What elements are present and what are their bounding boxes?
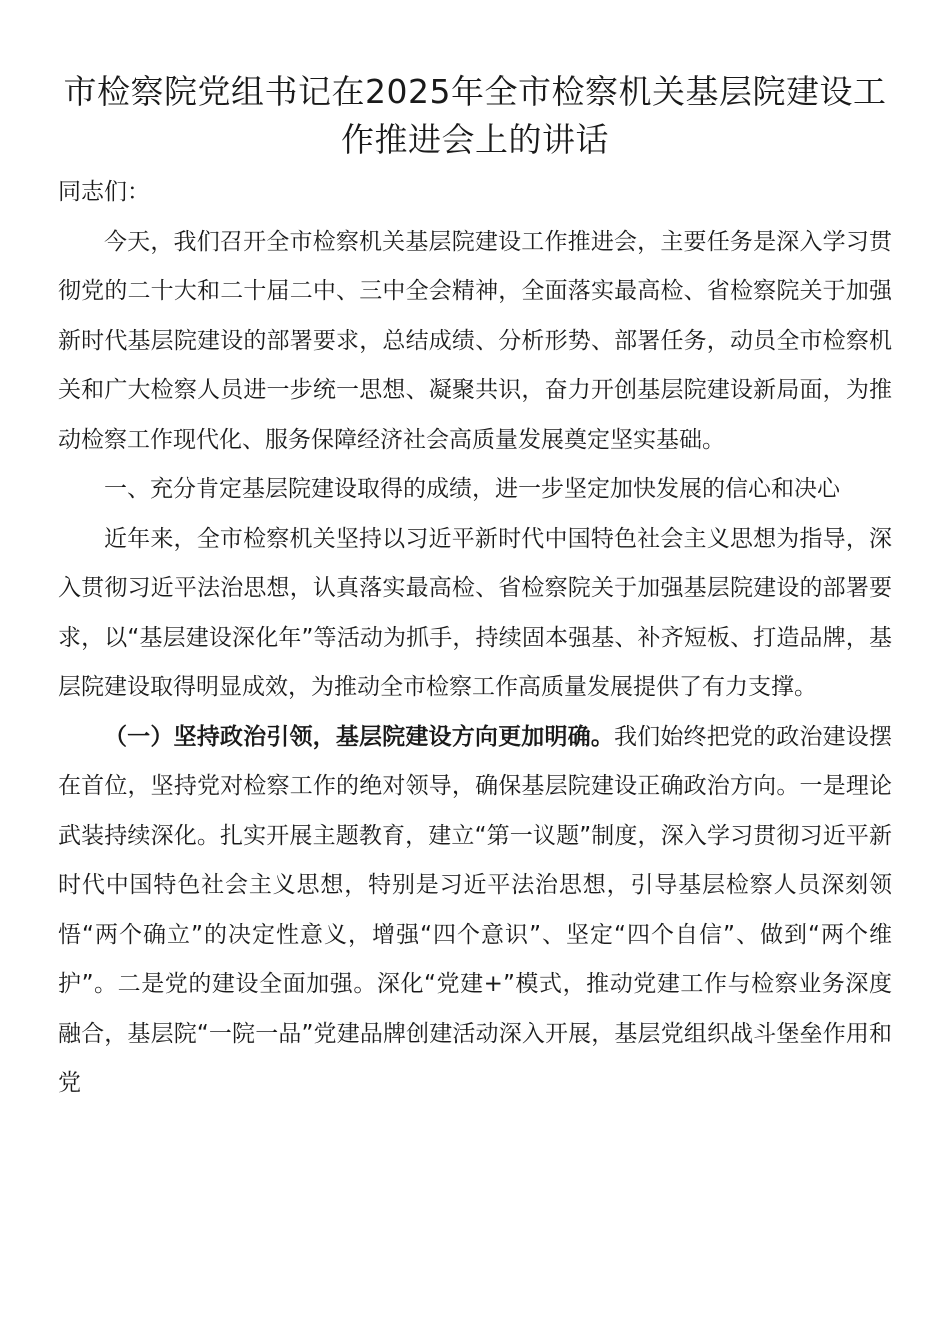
- paragraph-text: 近年来，全市检察机关坚持以习近平新时代中国特色社会主义思想为指导，深入贯彻习近平法治思想，认真落实最高检、省检察院关于加强基层院建设的部署要求，以“基层建设深化年”等活动为抓手，持续固本强基、补齐短板、打造品牌，基层院建设取得明显成效，为推动全市检察工作高质量发展提供了有力支撑。: [58, 525, 892, 700]
- paragraph-opening: [58, 218, 892, 466]
- paragraph-lead-bold: （一）坚持政治引领，基层院建设方向更加明确。: [104, 723, 614, 750]
- paragraph-text: 一、充分肯定基层院建设取得的成绩，进一步坚定加快发展的信心和决心: [104, 476, 840, 502]
- salutation: 同志们：: [58, 179, 150, 205]
- paragraph-political-leadership: [58, 713, 892, 1109]
- paragraph-text: 今天，我们召开全市检察机关基层院建设工作推进会，主要任务是深入学习贯彻党的二十大和二十届二中、三中全会精神，全面落实最高检、省检察院关于加强新时代基层院建设的部署要求，总结成绩、分析形势、部署任务，动员全市检察机关和广大检察人员进一步统一思想、凝聚共识，奋力开创基层院建设新局面，为推动检察工作现代化、服务保障经济社会高质量发展奠定坚实基础。: [58, 228, 892, 453]
- paragraph-achievements: [58, 515, 892, 713]
- section-heading-one: [58, 465, 892, 515]
- paragraph-text: 我们始终把党的政治建设摆在首位，坚持党对检察工作的绝对领导，确保基层院建设正确政治方向。一是理论武装持续深化。扎实开展主题教育，建立“第一议题”制度，深入学习贯彻习近平新时代中国特色社会主义思想，特别是习近平法治思想，引导基层检察人员深刻领悟“两个确立”的决定性意义，增强“四个意识”、坚定“四个自信”、做到“两个维护”。二是党的建设全面加强。深化“党建+”模式，推动党建工作与检察业务深度融合，基层院“一院一品”党建品牌创建活动深入开展，基层党组织战斗堡垒作用和党: [58, 723, 893, 1096]
- document-title: 市检察院党组书记在2025年全市检察机关基层院建设工作推进会上的讲话: [63, 72, 887, 159]
- document-body: [58, 168, 892, 1109]
